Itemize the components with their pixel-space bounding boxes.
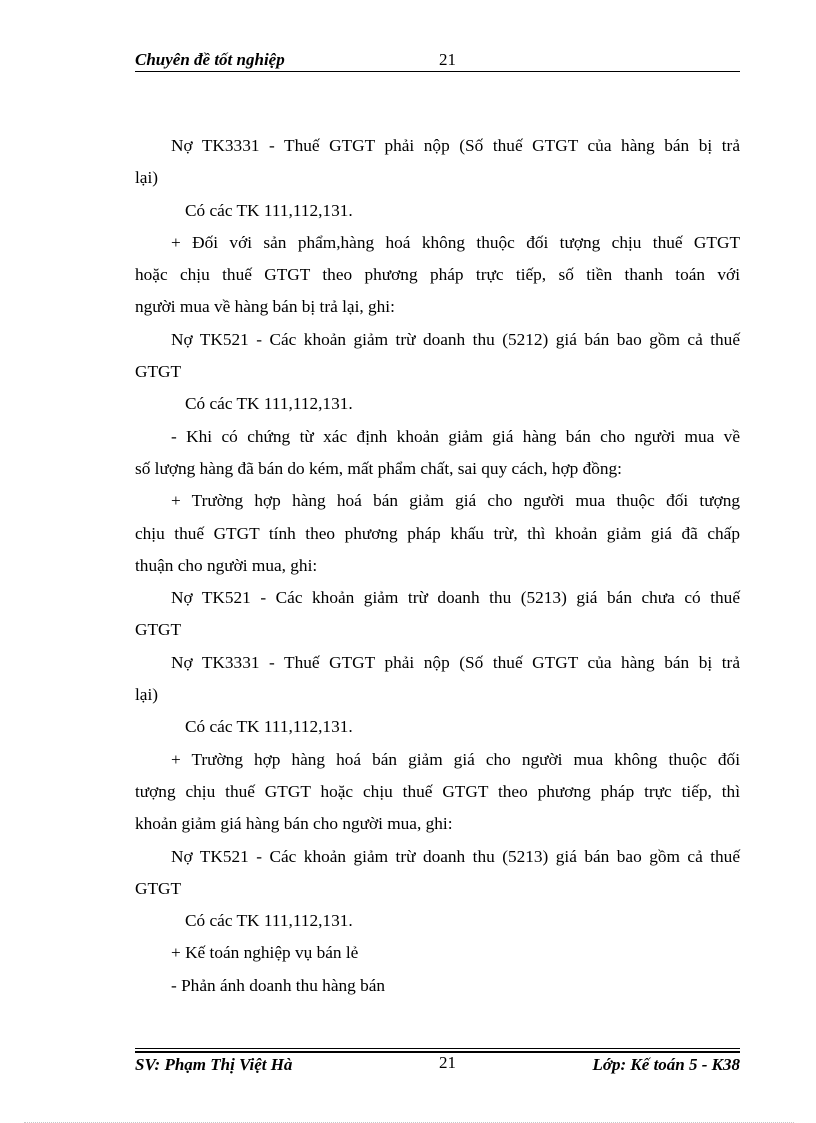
footer-rule-thick (135, 1051, 740, 1053)
body-line: Có các TK 111,112,131. (185, 394, 353, 414)
body-line: + Trường hợp hàng hoá bán giảm giá cho người mua không thuộc đối (171, 749, 740, 769)
footer-rule-thin (135, 1048, 740, 1049)
page-footer (135, 1048, 740, 1078)
header-title: Chuyên đề tốt nghiệp (135, 50, 285, 69)
body-line: khoản giảm giá hàng bán cho người mua, ghi: (135, 814, 453, 834)
body-line: Nợ TK521 - Các khoản giảm trừ doanh thu (5213) giá bán chưa có thuế (171, 588, 740, 608)
footer-student-name: SV: Phạm Thị Việt Hà (135, 1055, 293, 1074)
body-line: Có các TK 111,112,131. (185, 200, 353, 220)
header-rule (135, 71, 740, 72)
body-line: Nợ TK3331 - Thuế GTGT phải nộp (Số thuế GTGT của hàng bán bị trả (171, 652, 740, 672)
header-page-number: 21 (439, 50, 456, 69)
footer-class: Lớp: Kế toán 5 - K38 (592, 1055, 740, 1074)
body-line: thuận cho người mua, ghi: (135, 555, 318, 575)
body-line: Có các TK 111,112,131. (185, 717, 353, 737)
body-line: GTGT (135, 362, 182, 382)
body-line: Nợ TK521 - Các khoản giảm trừ doanh thu (5212) giá bán bao gồm cả thuế (171, 329, 740, 349)
body-line: số lượng hàng đã bán do kém, mất phẩm chất, sai quy cách, hợp đồng: (135, 458, 622, 478)
body-line: người mua về hàng bán bị trả lại, ghi: (135, 297, 395, 317)
body-line: chịu thuế GTGT tính theo phương pháp khấu trừ, thì khoản giảm giá đã chấp (135, 523, 740, 543)
body-line: Có các TK 111,112,131. (185, 911, 353, 931)
body-line: + Kế toán nghiệp vụ bán lẻ (171, 943, 359, 963)
body-line: GTGT (135, 878, 182, 898)
page-body (135, 130, 740, 1002)
body-line: Nợ TK3331 - Thuế GTGT phải nộp (Số thuế GTGT của hàng bán bị trả (171, 136, 740, 155)
body-line: + Đối với sản phẩm,hàng hoá không thuộc đối tượng chịu thuế GTGT (171, 232, 740, 252)
body-line: - Khi có chứng từ xác định khoản giảm giá hàng bán cho người mua về (171, 426, 740, 446)
page-header (135, 48, 740, 72)
footer-page-number: 21 (439, 1053, 456, 1072)
body-line: lại) (135, 685, 159, 705)
body-line: + Trường hợp hàng hoá bán giảm giá cho người mua thuộc đối tượng (171, 491, 740, 511)
body-line: lại) (135, 168, 159, 188)
body-line: GTGT (135, 620, 182, 640)
body-line: - Phản ánh doanh thu hàng bán (171, 975, 386, 995)
body-line: hoặc chịu thuế GTGT theo phương pháp trực tiếp, số tiền thanh toán với (135, 265, 740, 285)
body-line: Nợ TK521 - Các khoản giảm trừ doanh thu (5213) giá bán bao gồm cả thuế (171, 846, 740, 866)
body-line: tượng chịu thuế GTGT hoặc chịu thuế GTGT theo phương pháp trực tiếp, thì (135, 781, 740, 801)
